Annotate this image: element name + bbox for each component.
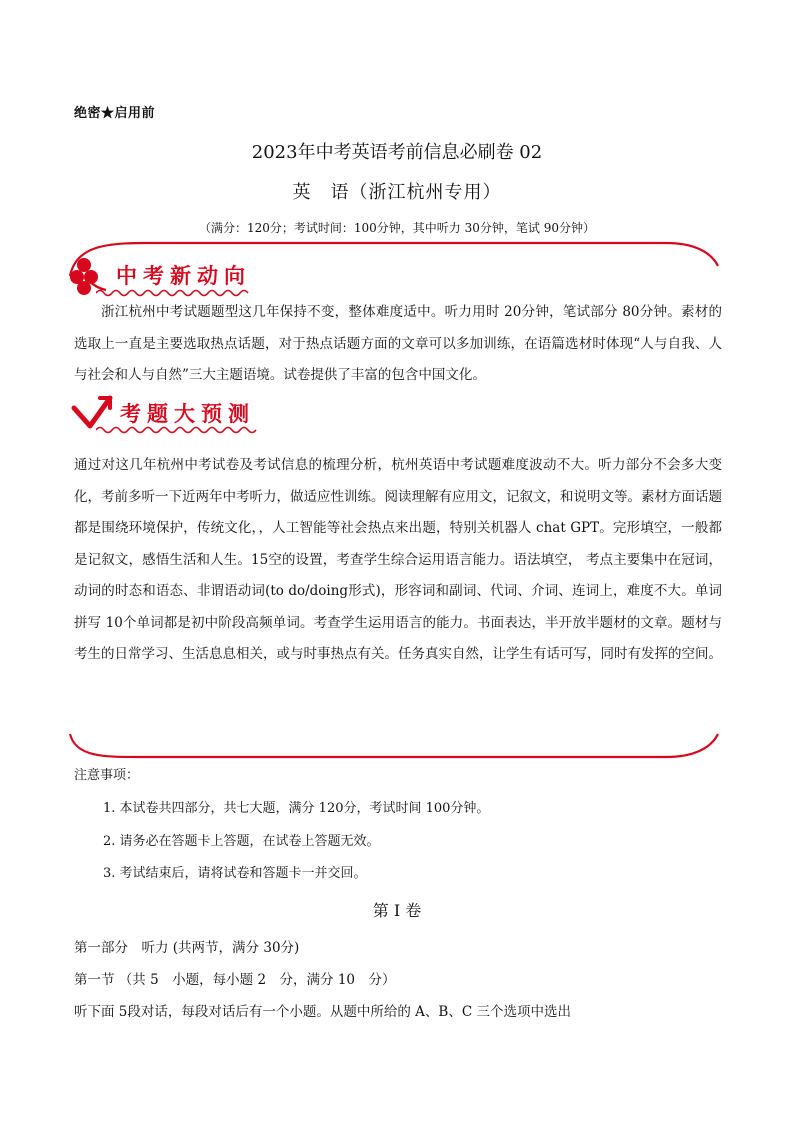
note-item: 3. 考试结束后，请将试卷和答题卡一并交回。 (103, 866, 367, 881)
section-heading-trends: 中考新动向 (116, 264, 251, 288)
note-item: 2. 请务必在答题卡上答题，在试卷上答题无效。 (103, 834, 380, 849)
volume-title: 第 I 卷 (372, 901, 422, 920)
part-title: 第一部分 听力 (共两节，满分 30分) (74, 940, 300, 956)
confidential-label: 绝密★启用前 (74, 106, 156, 121)
section-text-predictions: 通过对这几年杭州中考试卷及考试信息的梳理分析，杭州英语中考试题难度波动不大。听力部分不会多大变化，考前多听一下近两年中考听力，做适应性训练。阅读理解有应用文，记叙文，和说明文等。素材方面话题都是围绕环境保护，传统文化，，人工智能等社会热点来出题，特别关机器人 chat GPT。完形填空，一般都是记叙文，感悟生活和人生。15空的设置，考查学生综合运用语言能力。语法填空， 考点主要集中在冠词，动词的时态和语态、非谓语动词(to do/doing形式)，形容词和副词、代词、介词、连词上，难度不大。单词拼写 10个单词都是初中阶段高频单词。考查学生运用语言的能力。书面表达，半开放半题材的文章。题材与考生的日常学习、生活息息相关，或与时事热点有关。任务真实自然，让学生有话可写，同时有发挥的空间。 (74, 457, 722, 662)
wavy-underline (96, 425, 258, 435)
score-info: （满分：120分；考试时间：100分钟，其中听力 30分钟，笔试 90分钟） (199, 221, 595, 235)
section-heading-predictions: 考题大预测 (120, 402, 255, 426)
note-item: 1. 本试卷共四部分，共七大题，满分 120分，考试时间 100分钟。 (103, 801, 490, 816)
instruction-text: 听下面 5段对话，每段对话后有一个小题。从题中所给的 A、B、C 三个选项中选出 (74, 1004, 571, 1020)
exam-title: 2023年中考英语考前信息必刷卷 02 (251, 142, 543, 163)
exam-subtitle: 英 语（浙江杭州专用） (292, 182, 502, 203)
section-text-trends: 浙江杭州中考试题题型这几年保持不变，整体难度适中。听力用时 20分钟，笔试部分 80分钟。素材的选取上一直是主要选取热点话题，对于热点话题方面的文章可以多加训练，在语篇选材时体现“人与自我、人与社会和人与自然”三大主题语境。试卷提供了丰富的包含中国文化。 (74, 304, 722, 383)
section-title: 第一节 （共 5 小题，每小题 2 分，满分 10 分） (74, 972, 396, 988)
notes-title: 注意事项： (74, 768, 140, 783)
